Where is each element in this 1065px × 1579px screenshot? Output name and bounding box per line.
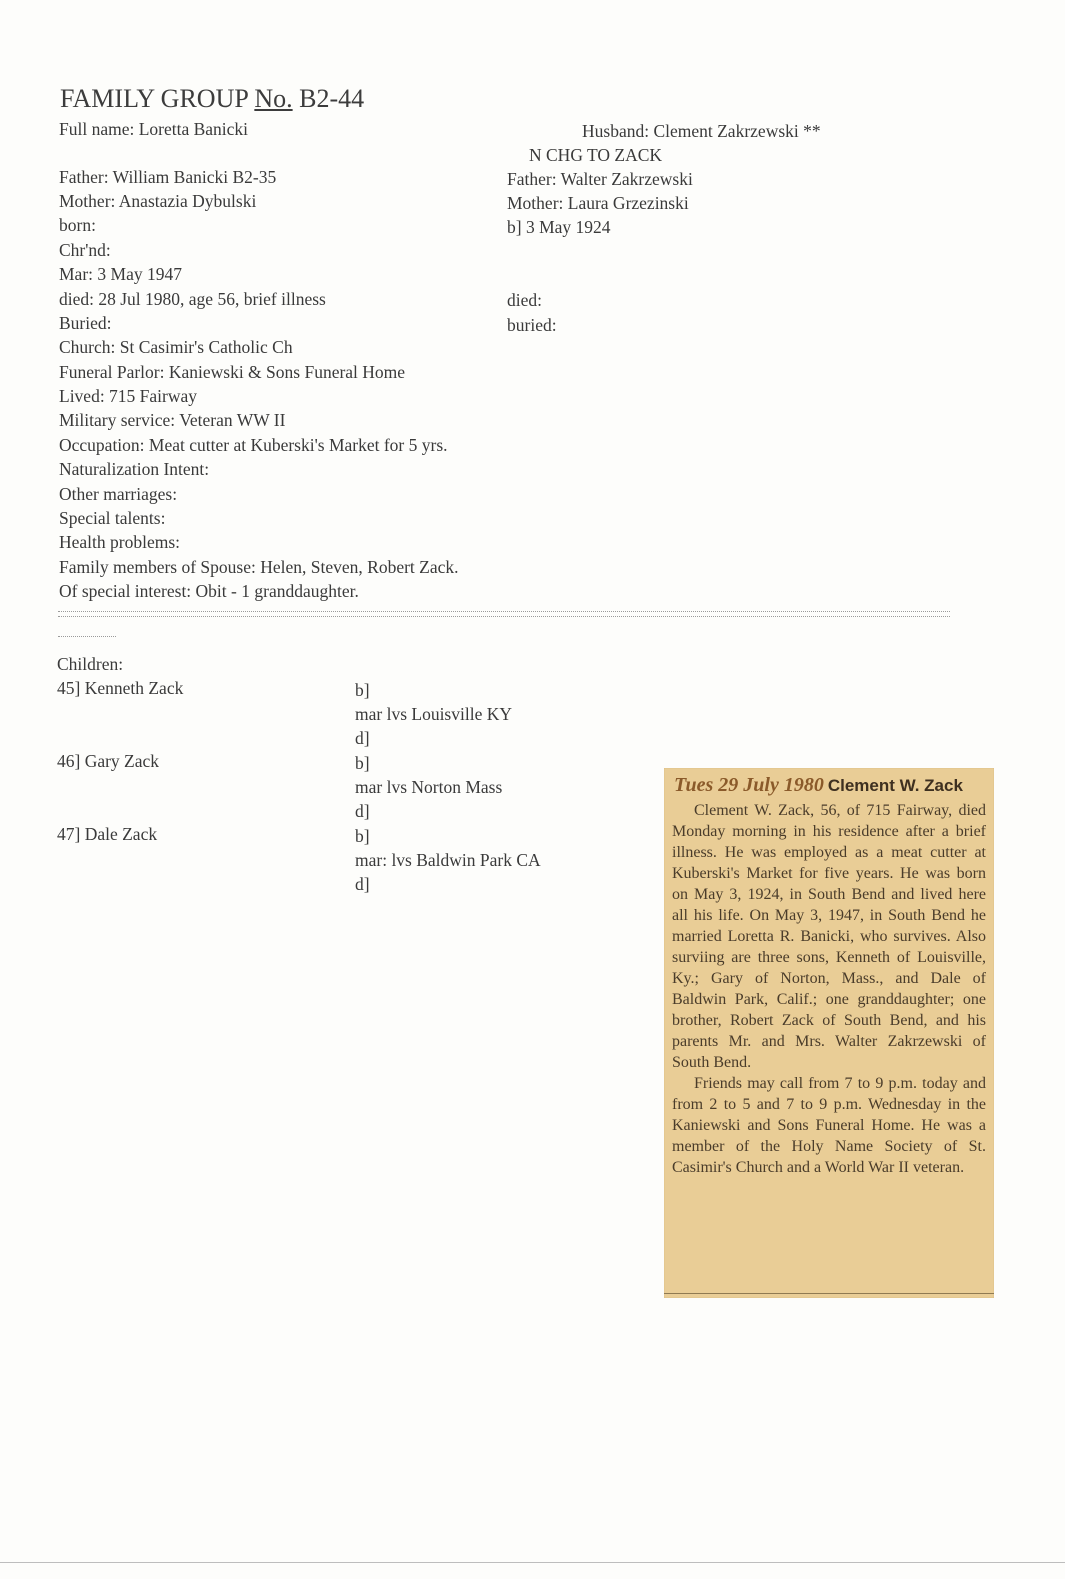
church: Church: St Casimir's Catholic Ch bbox=[59, 337, 293, 357]
obituary-text bbox=[672, 800, 986, 1178]
other-marriages: Other marriages: bbox=[59, 484, 178, 504]
child-born: b] bbox=[355, 680, 370, 700]
obituary-name: Clement W. Zack bbox=[827, 776, 963, 795]
child-died: d] bbox=[355, 801, 370, 821]
separator-line bbox=[58, 611, 950, 612]
lived: Lived: 715 Fairway bbox=[59, 386, 198, 406]
special-interest: Of special interest: Obit - 1 granddaughter. bbox=[59, 581, 359, 601]
handwritten-date: Tues 29 July 1980 bbox=[674, 774, 824, 796]
separator-stub bbox=[58, 636, 116, 637]
husband-mother: Mother: Laura Grzezinski bbox=[507, 193, 689, 213]
child-born: b] bbox=[355, 826, 370, 846]
wife-born: born: bbox=[59, 215, 96, 235]
husband-father: Father: Walter Zakrzewski bbox=[507, 169, 693, 189]
naturalization-intent: Naturalization Intent: bbox=[59, 459, 210, 479]
wife-buried: Buried: bbox=[59, 313, 112, 333]
children-label: Children: bbox=[57, 654, 124, 674]
family-of-spouse: Family members of Spouse: Helen, Steven, Robert Zack. bbox=[59, 557, 459, 577]
husband-name: Husband: Clement Zakrzewski ** bbox=[582, 121, 821, 141]
clipping-bottom-rule bbox=[664, 1293, 994, 1294]
title-number-label: No. bbox=[254, 84, 293, 113]
child-name: 45] Kenneth Zack bbox=[57, 678, 184, 698]
obituary-paragraph: Clement W. Zack, 56, of 715 Fairway, died Monday morning in his residence after a brief illness. He was employed as a meat cutter at Kuberski's Market for five years. He was born on May 3, 1924, in South Bend and lived here all his life. On May 3, 1947, in South Bend he married Loretta R. Banicki, who survives. Also surviing are three sons, Kenneth of Louisville, Ky.; Gary of Norton, Mass., and Dale of Baldwin Park, Calif.; one granddaughter; one brother, Robert Zack of South Bend, and his parents Mr. and Mrs. Walter Zakrzewski of South Bend. bbox=[672, 802, 986, 1071]
child-marriage: mar lvs Louisville KY bbox=[355, 704, 512, 724]
page-bottom-edge bbox=[0, 1562, 1065, 1563]
child-born: b] bbox=[355, 753, 370, 773]
wife-mother: Mother: Anastazia Dybulski bbox=[59, 191, 257, 211]
military-service: Military service: Veteran WW II bbox=[59, 410, 286, 430]
child-marriage: mar: lvs Baldwin Park CA bbox=[355, 850, 541, 870]
funeral-parlor: Funeral Parlor: Kaniewski & Sons Funeral Home bbox=[59, 362, 406, 382]
marriage-date: Mar: 3 May 1947 bbox=[59, 264, 182, 284]
husband-born: b] 3 May 1924 bbox=[507, 217, 611, 237]
child-died: d] bbox=[355, 728, 370, 748]
child-name: 47] Dale Zack bbox=[57, 824, 158, 844]
health-problems: Health problems: bbox=[59, 532, 181, 552]
family-group-id: B2-44 bbox=[292, 84, 365, 113]
child-died: d] bbox=[355, 874, 370, 894]
special-talents: Special talents: bbox=[59, 508, 166, 528]
obituary-paragraph: Friends may call from 7 to 9 p.m. today and from 2 to 5 and 7 to 9 p.m. Wednesday in the Kaniewski and Sons Funeral Home. He was a member of the Holy Name Society of St. Casimir's Church and a World War II veteran. bbox=[672, 1075, 986, 1176]
wife-died: died: 28 Jul 1980, age 56, brief illness bbox=[59, 289, 326, 309]
husband-buried: buried: bbox=[507, 315, 557, 335]
obituary-clipping bbox=[664, 768, 994, 1298]
title-prefix: FAMILY GROUP bbox=[60, 84, 255, 113]
child-marriage: mar lvs Norton Mass bbox=[355, 777, 503, 797]
child-name: 46] Gary Zack bbox=[57, 751, 160, 771]
clipping-header bbox=[674, 774, 963, 797]
separator-line bbox=[58, 616, 950, 617]
page-title bbox=[60, 84, 364, 114]
husband-name-change: N CHG TO ZACK bbox=[529, 145, 663, 165]
wife-father: Father: William Banicki B2-35 bbox=[59, 167, 277, 187]
wife-full-name: Full name: Loretta Banicki bbox=[59, 119, 249, 139]
husband-died: died: bbox=[507, 290, 542, 310]
occupation: Occupation: Meat cutter at Kuberski's Market for 5 yrs. bbox=[59, 435, 448, 455]
wife-christened: Chr'nd: bbox=[59, 240, 111, 260]
